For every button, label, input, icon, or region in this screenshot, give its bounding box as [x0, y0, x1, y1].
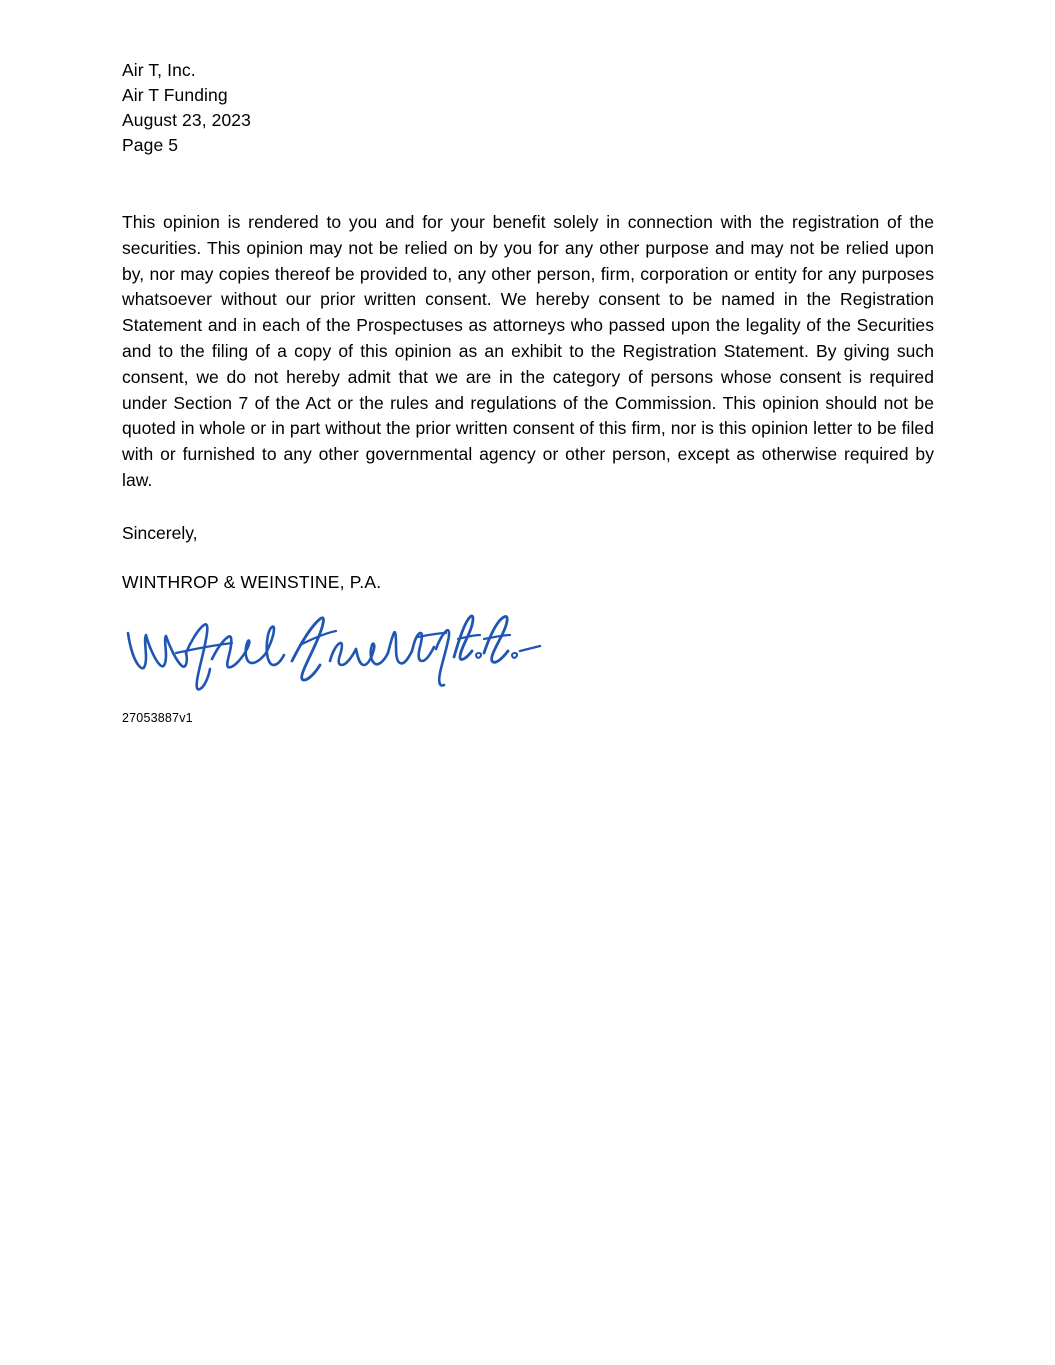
page-number: Page 5: [122, 135, 179, 155]
document-reference-id: 27053887v1: [122, 711, 193, 726]
handwritten-signature-icon: [124, 609, 544, 697]
recipient-entity: Air T Funding: [122, 85, 228, 105]
letterhead: [122, 58, 934, 158]
page-content: [122, 58, 934, 725]
closing-salutation: Sincerely,: [122, 522, 198, 543]
recipient-company: Air T, Inc.: [122, 60, 196, 80]
signing-firm-name: WINTHROP & WEINSTINE, P.A.: [122, 571, 382, 592]
letter-body: [122, 210, 934, 725]
letter-date: August 23, 2023: [122, 110, 251, 130]
opinion-paragraph: This opinion is rendered to you and for your benefit solely in connection with the registration of the securities. This opinion may not be relied on by you for any other purpose and may not be relied upon by, nor may copies thereof be provided to, any other person, firm, corporation or entity for any purposes whatsoever without our prior written consent. We hereby consent to be named in the Registration Statement and in each of the Prospectuses as attorneys who passed upon the legality of the Securities and to the filing of a copy of this opinion as an exhibit to the Registration Statement. By giving such consent, we do not hereby admit that we are in the category of persons whose consent is required under Section 7 of the Act or the rules and regulations of the Commission. This opinion should not be quoted in whole or in part without the prior written consent of this firm, nor is this opinion letter to be filed with or furnished to any other governmental agency or other person, except as otherwise required by law.: [122, 212, 934, 490]
signature-block: [122, 609, 934, 697]
